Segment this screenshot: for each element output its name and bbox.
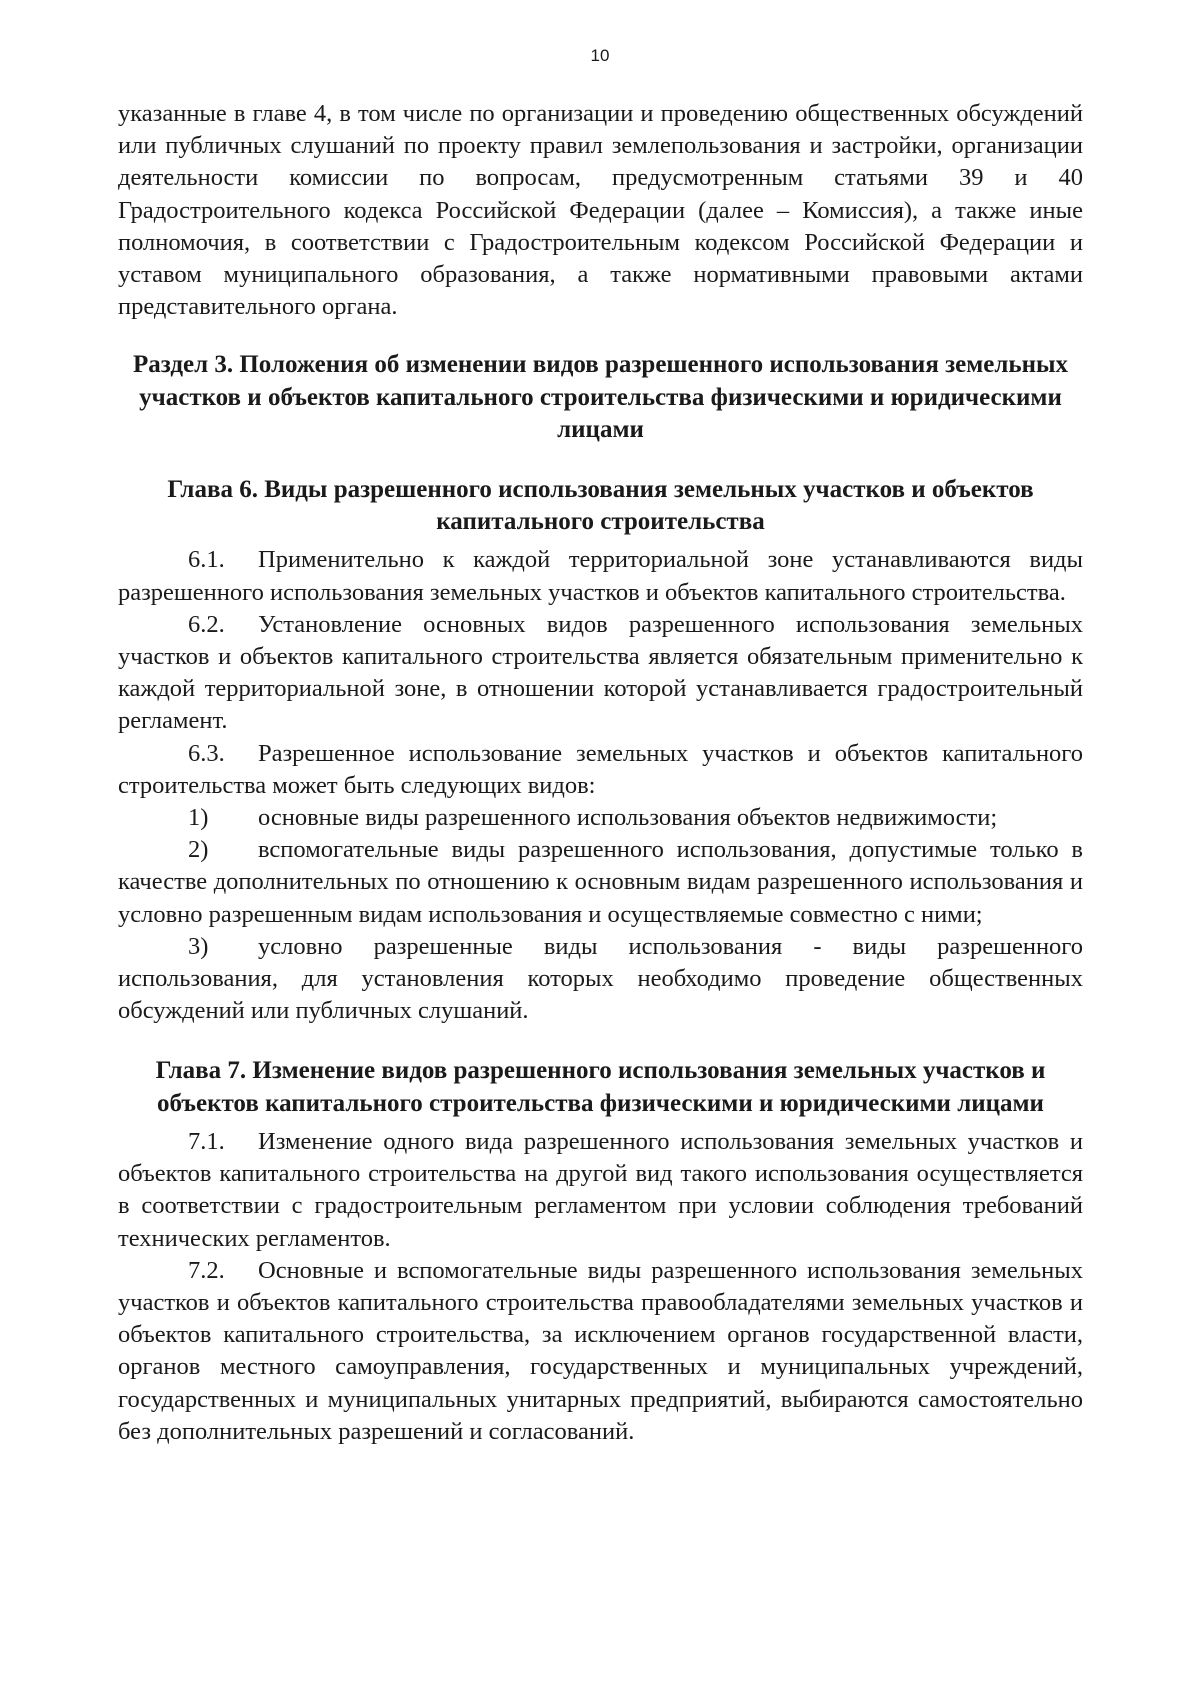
clause-7-1: [118, 1126, 1083, 1255]
document-body: [118, 98, 1083, 1448]
clause-6-3: [118, 738, 1083, 802]
list-number: 3): [188, 932, 209, 960]
list-item-1: [118, 802, 1083, 834]
list-text: вспомогательные виды разрешенного использования, допустимые только в качестве дополнительных по отношению к основным видам разрешенного использования и условно разрешенным видам использования и осуществляемые совместно с ними;: [118, 836, 1083, 928]
page-number: 10: [590, 46, 610, 65]
clause-text: Применительно к каждой территориальной зоне устанавливаются виды разрешенного использования земельных участков и объектов капитального строительства.: [118, 546, 1083, 606]
chapter-6-heading: Глава 6. Виды разрешенного использования земельных участков и объектов капитального строительства: [167, 476, 1034, 536]
list-number: 2): [188, 836, 209, 864]
intro-paragraph: указанные в главе 4, в том числе по организации и проведению общественных обсуждений или публичных слушаний по проекту правил землепользования и застройки, организации деятельности комиссии по вопросам, предусмотренным статьями 39 и 40 Градостроительного кодекса Российской Федерации (далее – Комиссия), а также иные полномочия, в соответствии с Градостроительным кодексом Российской Федерации и уставом муниципального образования, а также нормативными правовыми актами представительного органа.: [118, 100, 1083, 321]
clause-number: 7.2.: [188, 1256, 225, 1284]
list-item-3: [118, 931, 1083, 1028]
clause-text: Разрешенное использование земельных участков и объектов капитального строительства может быть следующих видов:: [118, 739, 1083, 799]
clause-6-1: [118, 544, 1083, 608]
list-item-2: [118, 834, 1083, 931]
clause-7-2: [118, 1255, 1083, 1448]
list-number: 1): [188, 804, 209, 832]
clause-text: Основные и вспомогательные виды разрешенного использования земельных участков и объектов капитального строительства правообладателями земельных участков и объектов капитального строительства, за исключением органов государственной власти, органов местного самоуправления, государственных и муниципальных учреждений, государственных и муниципальных унитарных предприятий, выбираются самостоятельно без дополнительных разрешений и согласований.: [118, 1256, 1083, 1445]
clause-number: 6.2.: [188, 610, 225, 638]
chapter-7-heading: Глава 7. Изменение видов разрешенного использования земельных участков и объектов капитального строительства физическими и юридическими лицами: [155, 1057, 1046, 1117]
list-text: условно разрешенные виды использования - виды разрешенного использования, для установления которых необходимо проведение общественных обсуждений или публичных слушаний.: [118, 932, 1083, 1025]
section-3-heading: Раздел 3. Положения об изменении видов разрешенного использования земельных участков и объектов капитального строительства физическими и юридическими лицами: [132, 351, 1069, 443]
clause-number: 6.3.: [188, 739, 225, 767]
clause-6-2: [118, 609, 1083, 738]
clause-number: 7.1.: [188, 1127, 225, 1155]
clause-text: Установление основных видов разрешенного использования земельных участков и объектов капитального строительства является обязательным применительно к каждой территориальной зоне, в отношении которой устанавливается градостроительный регламент.: [118, 610, 1083, 735]
list-text: основные виды разрешенного использования объектов недвижимости;: [258, 804, 998, 832]
clause-text: Изменение одного вида разрешенного использования земельных участков и объектов капитального строительства на другой вид такого использования осуществляется в соответствии с градостроительным регламентом при условии соблюдения требований технических регламентов.: [118, 1127, 1083, 1252]
clause-number: 6.1.: [188, 546, 225, 574]
